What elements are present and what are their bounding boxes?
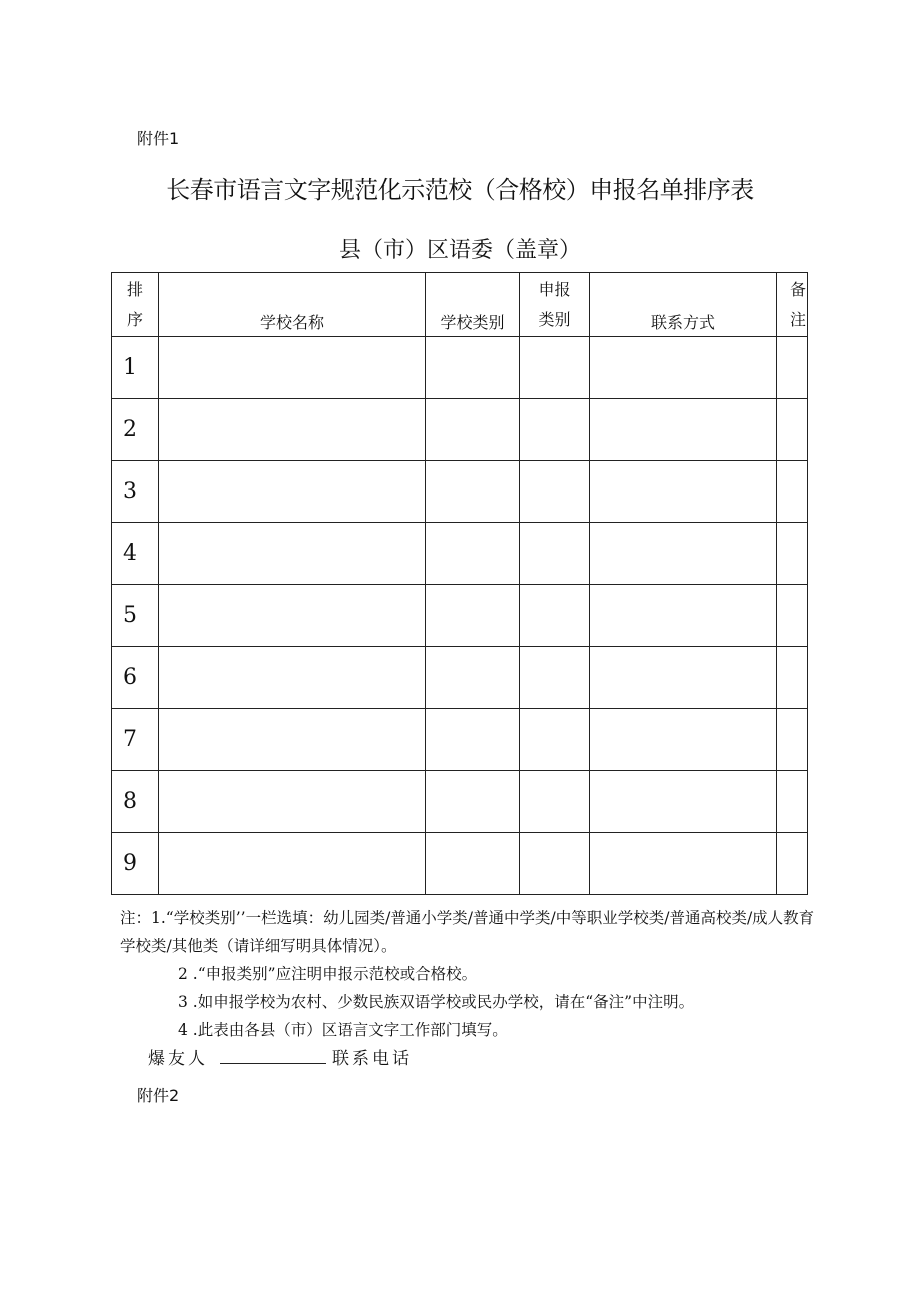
document-subtitle: 县（市）区语委（盖章） — [338, 238, 581, 263]
header-remark-line1: 备 — [789, 279, 806, 299]
contact-cell[interactable] — [590, 833, 777, 895]
header-remark — [777, 273, 808, 337]
apply-type-cell[interactable] — [520, 523, 590, 585]
note-1: 注：1.“学校类别’’一栏选填：幼儿园类/普通小学类/普通中学类/中等职业学校类/普通高校类/成人教育学校类/其他类（请详细写明具体情况）。 — [120, 909, 815, 955]
row-number: 4 — [112, 523, 159, 585]
header-apply-type-line1: 申报 — [538, 279, 571, 299]
header-school-type: 学校类别 — [426, 273, 520, 337]
header-school-name: 学校名称 — [159, 273, 426, 337]
apply-type-cell[interactable] — [520, 399, 590, 461]
signature-line — [148, 1044, 412, 1069]
note-4: 4 .此表由各县（市）区语言文字工作部门填写。 — [178, 1021, 508, 1039]
apply-type-cell[interactable] — [520, 585, 590, 647]
filler-blank-field[interactable] — [220, 1049, 326, 1064]
header-apply-type-line2: 类别 — [538, 309, 571, 329]
remark-cell[interactable] — [777, 647, 808, 709]
school-type-cell[interactable] — [426, 647, 520, 709]
row-number: 3 — [112, 461, 159, 523]
header-order — [112, 273, 159, 337]
school-type-cell[interactable] — [426, 461, 520, 523]
remark-cell[interactable] — [777, 399, 808, 461]
school-name-cell[interactable] — [159, 461, 426, 523]
school-name-cell[interactable] — [159, 337, 426, 399]
school-name-cell[interactable] — [159, 523, 426, 585]
school-type-cell[interactable] — [426, 337, 520, 399]
attachment-label-2: 附件2 — [137, 1086, 180, 1105]
filler-label: 爆友人 — [148, 1049, 208, 1069]
remark-cell[interactable] — [777, 461, 808, 523]
table-row — [112, 709, 808, 771]
school-type-cell[interactable] — [426, 399, 520, 461]
apply-type-cell[interactable] — [520, 833, 590, 895]
apply-type-cell[interactable] — [520, 709, 590, 771]
school-type-cell[interactable] — [426, 709, 520, 771]
header-order-line1: 排 — [126, 279, 143, 299]
contact-cell[interactable] — [590, 647, 777, 709]
table-row — [112, 523, 808, 585]
table-header-row — [112, 273, 808, 337]
school-type-cell[interactable] — [426, 523, 520, 585]
remark-cell[interactable] — [777, 585, 808, 647]
row-number: 5 — [112, 585, 159, 647]
table-row — [112, 647, 808, 709]
contact-cell[interactable] — [590, 461, 777, 523]
phone-label: 联系电话 — [332, 1049, 412, 1069]
apply-type-cell[interactable] — [520, 337, 590, 399]
row-number: 9 — [112, 833, 159, 895]
attachment-label-1: 附件1 — [137, 129, 180, 148]
contact-cell[interactable] — [590, 399, 777, 461]
table-row — [112, 771, 808, 833]
row-number: 1 — [112, 337, 159, 399]
note-2: 2 .“申报类别”应注明申报示范校或合格校。 — [178, 965, 478, 983]
school-type-cell[interactable] — [426, 585, 520, 647]
header-contact: 联系方式 — [590, 273, 777, 337]
school-type-cell[interactable] — [426, 833, 520, 895]
row-number: 7 — [112, 709, 159, 771]
header-order-line2: 序 — [126, 309, 143, 329]
notes-section — [120, 904, 820, 1044]
remark-cell[interactable] — [777, 771, 808, 833]
remark-cell[interactable] — [777, 523, 808, 585]
apply-type-cell[interactable] — [520, 647, 590, 709]
apply-type-cell[interactable] — [520, 771, 590, 833]
row-number: 6 — [112, 647, 159, 709]
contact-cell[interactable] — [590, 523, 777, 585]
table-row — [112, 337, 808, 399]
document-title: 长春市语言文字规范化示范校（合格校）申报名单排序表 — [166, 176, 754, 204]
ranking-table — [111, 272, 808, 895]
remark-cell[interactable] — [777, 833, 808, 895]
contact-cell[interactable] — [590, 585, 777, 647]
remark-cell[interactable] — [777, 337, 808, 399]
contact-cell[interactable] — [590, 337, 777, 399]
row-number: 2 — [112, 399, 159, 461]
table-row — [112, 461, 808, 523]
header-remark-line2: 注 — [789, 309, 806, 329]
apply-type-cell[interactable] — [520, 461, 590, 523]
table-row — [112, 585, 808, 647]
contact-cell[interactable] — [590, 771, 777, 833]
contact-cell[interactable] — [590, 709, 777, 771]
school-name-cell[interactable] — [159, 585, 426, 647]
row-number: 8 — [112, 771, 159, 833]
school-type-cell[interactable] — [426, 771, 520, 833]
header-apply-type — [520, 273, 590, 337]
table-row — [112, 399, 808, 461]
school-name-cell[interactable] — [159, 399, 426, 461]
school-name-cell[interactable] — [159, 833, 426, 895]
school-name-cell[interactable] — [159, 647, 426, 709]
table-row — [112, 833, 808, 895]
school-name-cell[interactable] — [159, 771, 426, 833]
note-3: 3 .如申报学校为农村、少数民族双语学校或民办学校，请在“备注”中注明。 — [178, 993, 695, 1011]
school-name-cell[interactable] — [159, 709, 426, 771]
remark-cell[interactable] — [777, 709, 808, 771]
